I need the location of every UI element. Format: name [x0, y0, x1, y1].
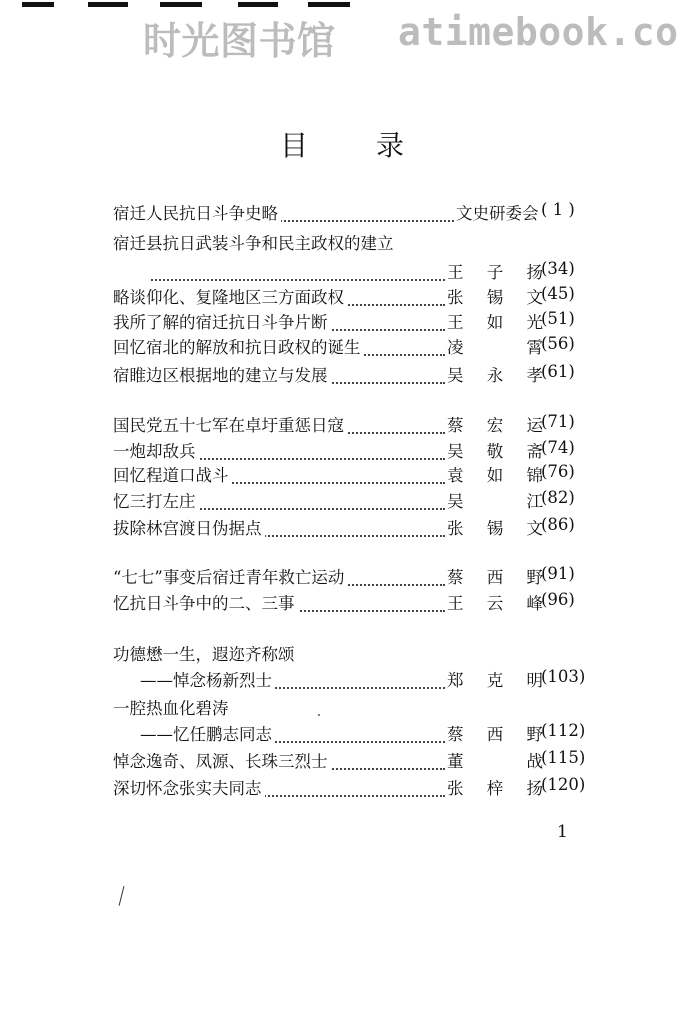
toc-entry-page: (61) — [541, 362, 575, 381]
author-char: 宏 — [486, 416, 504, 435]
author-char: 光 — [526, 313, 543, 332]
toc-entry-author — [445, 412, 543, 436]
page-title: 目录 — [279, 129, 472, 162]
author-char: 敬 — [486, 442, 504, 461]
toc-entry-page: (86) — [541, 515, 575, 534]
author-char: 吴 — [447, 492, 464, 511]
scan-bar — [238, 2, 278, 7]
toc-entry-author — [445, 721, 543, 745]
toc-entry-page: (112) — [541, 721, 586, 740]
toc-entry — [113, 462, 593, 488]
toc-entry — [113, 362, 593, 388]
toc-entry-title: 国民党五十七军在卓圩重惩日寇 — [113, 412, 347, 436]
author-char: 云 — [486, 594, 504, 613]
toc-entry — [113, 230, 593, 256]
toc-entry-author — [445, 334, 543, 358]
toc-entry-title: 拔除林宫渡日伪据点 — [113, 515, 265, 539]
toc-entry-title: 一腔热血化碧涛 — [113, 695, 232, 719]
author-char: 霄 — [526, 338, 543, 357]
author-char: 张 — [447, 288, 464, 307]
toc-entry — [113, 564, 593, 590]
toc-entry — [113, 200, 593, 226]
scan-bar — [308, 2, 350, 7]
author-char: 扬 — [526, 779, 543, 798]
author-char: 梓 — [486, 779, 504, 798]
toc-entry-title: 宿睢边区根据地的建立与发展 — [113, 362, 331, 386]
toc-entry-author — [445, 564, 543, 588]
watermark — [0, 10, 684, 60]
toc-entry-author — [445, 438, 543, 462]
toc-entry-page: (103) — [541, 667, 586, 686]
toc-entry-page: (51) — [541, 309, 575, 328]
author-char: 蔡 — [447, 416, 464, 435]
author-char: 文 — [526, 519, 543, 538]
toc-entry-author: 文史研委会 — [454, 200, 539, 224]
page-number: 1 — [557, 822, 568, 842]
scan-speck — [318, 714, 320, 716]
toc-entry-title: ——忆任鹏志同志 — [140, 721, 275, 745]
toc-entry-page: (115) — [541, 748, 586, 767]
author-char: 斋 — [526, 442, 543, 461]
author-char: 西 — [486, 725, 504, 744]
author-char: 克 — [486, 671, 504, 690]
toc-entry-author — [445, 462, 543, 486]
toc-entry — [113, 641, 593, 667]
toc-entry-author — [445, 362, 543, 386]
toc-entry-author — [445, 667, 543, 691]
author-char: 吴 — [447, 366, 464, 385]
author-char: 永 — [486, 366, 504, 385]
author-char: 野 — [526, 725, 543, 744]
author-char: 王 — [447, 313, 464, 332]
toc-entry-author — [445, 775, 543, 799]
toc-entry-author — [445, 284, 543, 308]
toc-entry — [113, 284, 593, 310]
toc-entry-title: 回忆程道口战斗 — [113, 462, 232, 486]
author-char: 西 — [486, 568, 504, 587]
toc-entry — [113, 721, 593, 747]
author-char: 袁 — [447, 466, 464, 485]
author-char: 文 — [526, 288, 543, 307]
toc-entry-title: 深切怀念张实夫同志 — [113, 775, 265, 799]
toc-entry — [113, 748, 593, 774]
author-char: 峰 — [526, 594, 543, 613]
watermark-latin: atimebook.co — [398, 10, 679, 54]
watermark-cjk: 时光图书馆 — [143, 19, 336, 60]
author-char: 蔡 — [447, 568, 464, 587]
toc-entry-title: 忆三打左庄 — [113, 488, 199, 512]
toc-entry — [113, 695, 593, 721]
author-char: 江 — [526, 492, 543, 511]
author-char: 如 — [486, 466, 504, 485]
author-char: 如 — [486, 313, 504, 332]
toc-entry — [113, 775, 593, 801]
author-char: 王 — [447, 594, 464, 613]
author-char: 凌 — [447, 338, 464, 357]
author-char: 野 — [526, 568, 543, 587]
toc-entry-author — [445, 488, 543, 512]
stray-pen-mark — [119, 886, 126, 906]
toc-entry-page: (34) — [541, 259, 575, 278]
toc-entry-author — [445, 748, 543, 772]
toc-entry-page: (91) — [541, 564, 575, 583]
toc-entry-page: (82) — [541, 488, 575, 507]
toc-entry — [113, 412, 593, 438]
scan-bar — [22, 2, 54, 7]
toc-entry-author — [445, 590, 543, 614]
toc-entry-title: 宿迁县抗日武装斗争和民主政权的建立 — [113, 230, 397, 254]
toc-entry-title: 忆抗日斗争中的二、三事 — [113, 590, 298, 614]
toc-entry-title: 宿迁人民抗日斗争史略 — [113, 200, 281, 224]
toc-entry-title: 略谈仰化、复隆地区三方面政权 — [113, 284, 347, 308]
author-char: 张 — [447, 779, 464, 798]
toc-entry — [113, 259, 593, 285]
toc-entry — [113, 515, 593, 541]
author-char: 董 — [447, 752, 464, 771]
toc-entry — [113, 334, 593, 360]
toc-entry-title: 我所了解的宿迁抗日斗争片断 — [113, 309, 331, 333]
author-char: 郑 — [447, 671, 464, 690]
toc-entry-author — [445, 515, 543, 539]
toc-entry-title: 回忆宿北的解放和抗日政权的诞生 — [113, 334, 364, 358]
author-char: 蔡 — [447, 725, 464, 744]
toc-entry-title: 功德懋一生，遐迩齐称颂 — [113, 641, 298, 665]
toc-entry-author — [445, 309, 543, 333]
toc-entry — [113, 590, 593, 616]
scan-bar — [160, 2, 202, 7]
toc-entry-page: (45) — [541, 284, 575, 303]
author-char: 锡 — [486, 288, 504, 307]
toc-entry-page: (74) — [541, 438, 575, 457]
author-char: 吴 — [447, 442, 464, 461]
dot-leader — [151, 261, 445, 281]
toc-entry-page: (56) — [541, 334, 575, 353]
author-char: 张 — [447, 519, 464, 538]
toc-entry-page: (71) — [541, 412, 575, 431]
author-char: 运 — [526, 416, 543, 435]
toc-entry — [113, 309, 593, 335]
scan-bar — [88, 2, 128, 7]
toc-entry-page: (76) — [541, 462, 575, 481]
author-char: 子 — [486, 263, 504, 282]
toc-entry-author — [445, 259, 543, 283]
author-char: 锡 — [486, 519, 504, 538]
toc-entry-title: “七七”事变后宿迁青年救亡运动 — [113, 564, 347, 588]
author-char: 扬 — [526, 263, 543, 282]
author-char: 明 — [526, 671, 543, 690]
toc-entry — [113, 488, 593, 514]
toc-entry-title: 一炮却敌兵 — [113, 438, 199, 462]
toc-entry-page: ( 1 ) — [541, 200, 575, 219]
author-char: 锦 — [526, 466, 543, 485]
author-char: 王 — [447, 263, 464, 282]
toc-entry — [113, 438, 593, 464]
toc-entry-title: ——悼念杨新烈士 — [140, 667, 275, 691]
toc-entry — [113, 667, 593, 693]
toc-entry-page: (120) — [541, 775, 586, 794]
author-char: 孝 — [526, 366, 543, 385]
toc-entry-page: (96) — [541, 590, 575, 609]
toc-entry-title: 悼念逸奇、凤源、长珠三烈士 — [113, 748, 331, 772]
author-char: 战 — [526, 752, 543, 771]
